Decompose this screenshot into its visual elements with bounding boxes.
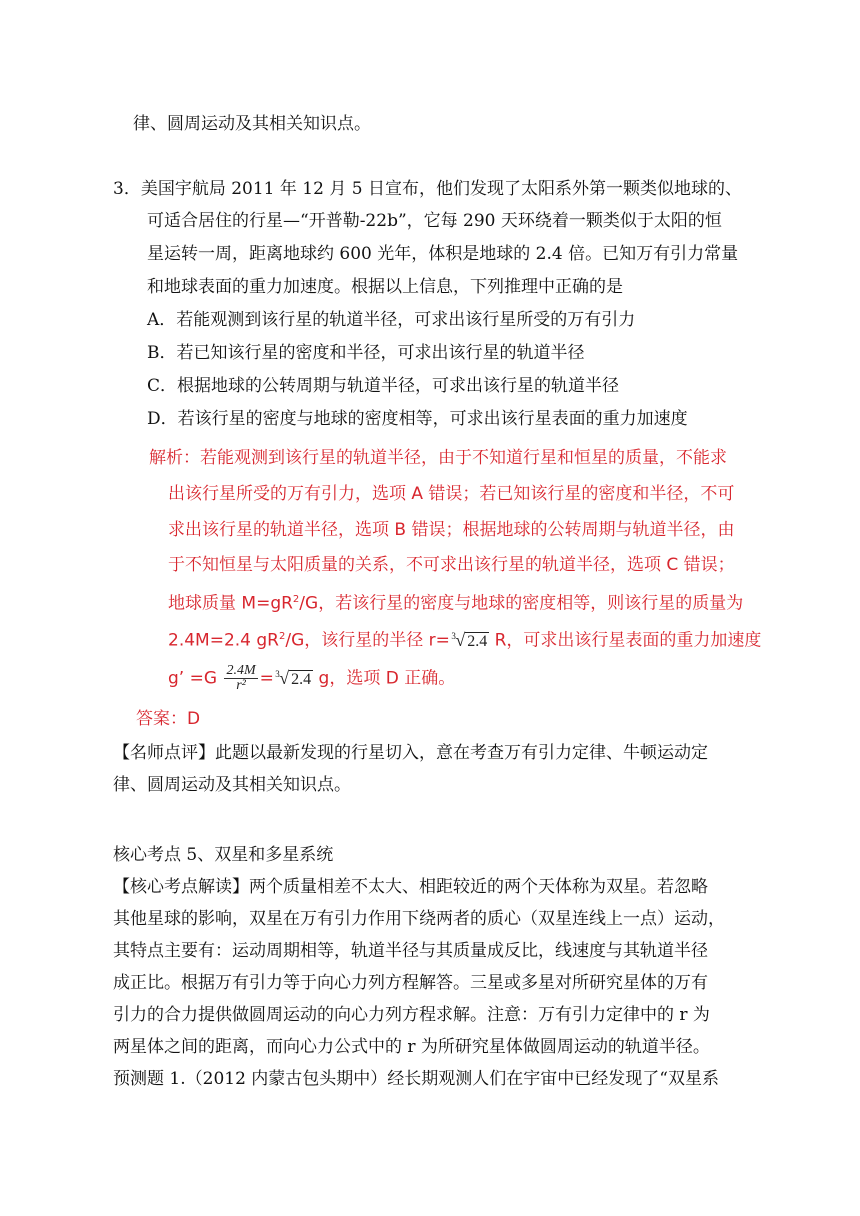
fraction-formula [224, 664, 257, 693]
comment-line: 【名师点评】此题以最新发现的行星切入，意在考查万有引力定律、牛顿运动定 [113, 743, 708, 763]
paragraph-line: 预测题 1.（2012 内蒙古包头期中）经长期观测人们在宇宙中已经发现了“双星系 [113, 1069, 719, 1089]
denominator: r² [236, 678, 246, 693]
question-3-line: 和地球表面的重力加速度。根据以上信息，下列推理中正确的是 [147, 277, 623, 297]
analysis-text: R，可求出该行星表面的重力加速度 [489, 630, 762, 651]
superscript: 2 [279, 631, 286, 642]
option-a: A．若能观测到该行星的轨道半径，可求出该行星所受的万有引力 [147, 310, 636, 330]
analysis-line: 于不知恒星与太阳质量的关系，不可求出该行星的轨道半径，选项 C 错误； [168, 555, 735, 575]
radicand: 2.4 [467, 632, 488, 650]
paragraph-line: 【核心考点解读】两个质量相差不太大、相距较近的两个天体称为双星。若忽略 [113, 877, 708, 897]
answer-label: 答案：D [136, 709, 201, 729]
paragraph-line: 引力的合力提供做圆周运动的向心力列方程求解。注意：万有引力定律中的 r 为 [113, 1005, 710, 1025]
analysis-text: = [259, 668, 274, 689]
paragraph-line: 其他星球的影响，双星在万有引力作用下绕两者的质心（双星连线上一点）运动， [113, 909, 725, 929]
question-3-line: 可适合居住的行星—“开普勒-22b”，它每 290 天环绕着一颗类似于太阳的恒 [147, 211, 722, 231]
question-3-line: 3．美国宇航局 2011 年 12 月 5 日宣布，他们发现了太阳系外第一颗类似地球的、 [113, 179, 742, 199]
analysis-text: /G，若该行星的密度与地球的密度相等，则该行星的质量为 [299, 593, 744, 614]
analysis-line: 求出该行星的轨道半径，选项 B 错误；根据地球的公转周期与轨道半径，由 [168, 520, 735, 540]
analysis-line: 出该行星所受的万有引力，选项 A 错误；若已知该行星的密度和半径，不可 [168, 484, 735, 504]
section-heading: 核心考点 5、双星和多星系统 [113, 845, 334, 865]
root-index: 3 [275, 668, 280, 679]
analysis-line [168, 664, 455, 693]
numerator: 2.4M [226, 663, 256, 678]
paragraph-line: 其特点主要有：运动周期相等，轨道半径与其质量成反比，线速度与其轨道半径 [113, 941, 708, 961]
option-d: D．若该行星的密度与地球的密度相等，可求出该行星表面的重力加速度 [147, 409, 688, 429]
question-3-line: 星运转一周，距离地球约 600 光年，体积是地球的 2.4 倍。已知万有引力常量 [147, 244, 739, 264]
analysis-line: 解析：若能观测到该行星的轨道半径，由于不知道行星和恒星的质量，不能求 [149, 448, 727, 468]
option-c: C．根据地球的公转周期与轨道半径，可求出该行星的轨道半径 [147, 376, 620, 396]
analysis-text: 2.4M=2.4 gR [168, 630, 279, 651]
radicand: 2.4 [291, 670, 312, 688]
analysis-text: g’ =G [168, 668, 218, 689]
paragraph-line: 两星体之间的距离，而向心力公式中的 r 为所研究星体做圆周运动的轨道半径。 [113, 1037, 710, 1057]
cube-root-formula: 3 √ 2.4 [279, 666, 313, 692]
comment-line: 律、圆周运动及其相关知识点。 [113, 775, 351, 795]
analysis-line [168, 588, 743, 616]
cube-root-formula: 3 √ 2.4 [455, 628, 489, 654]
analysis-text: /G，该行星的半径 r= [285, 630, 450, 651]
root-index: 3 [451, 630, 456, 641]
analysis-text: 地球质量 M=gR [168, 593, 293, 614]
paragraph-line: 成正比。根据万有引力等于向心力列方程解答。三星或多星对所研究星体的万有 [113, 973, 708, 993]
analysis-text: g，选项 D 正确。 [313, 668, 456, 689]
analysis-line [168, 625, 761, 654]
option-b: B．若已知该行星的密度和半径，可求出该行星的轨道半径 [147, 343, 585, 363]
superscript: 2 [292, 594, 300, 605]
text-line: 律、圆周运动及其相关知识点。 [133, 114, 371, 134]
